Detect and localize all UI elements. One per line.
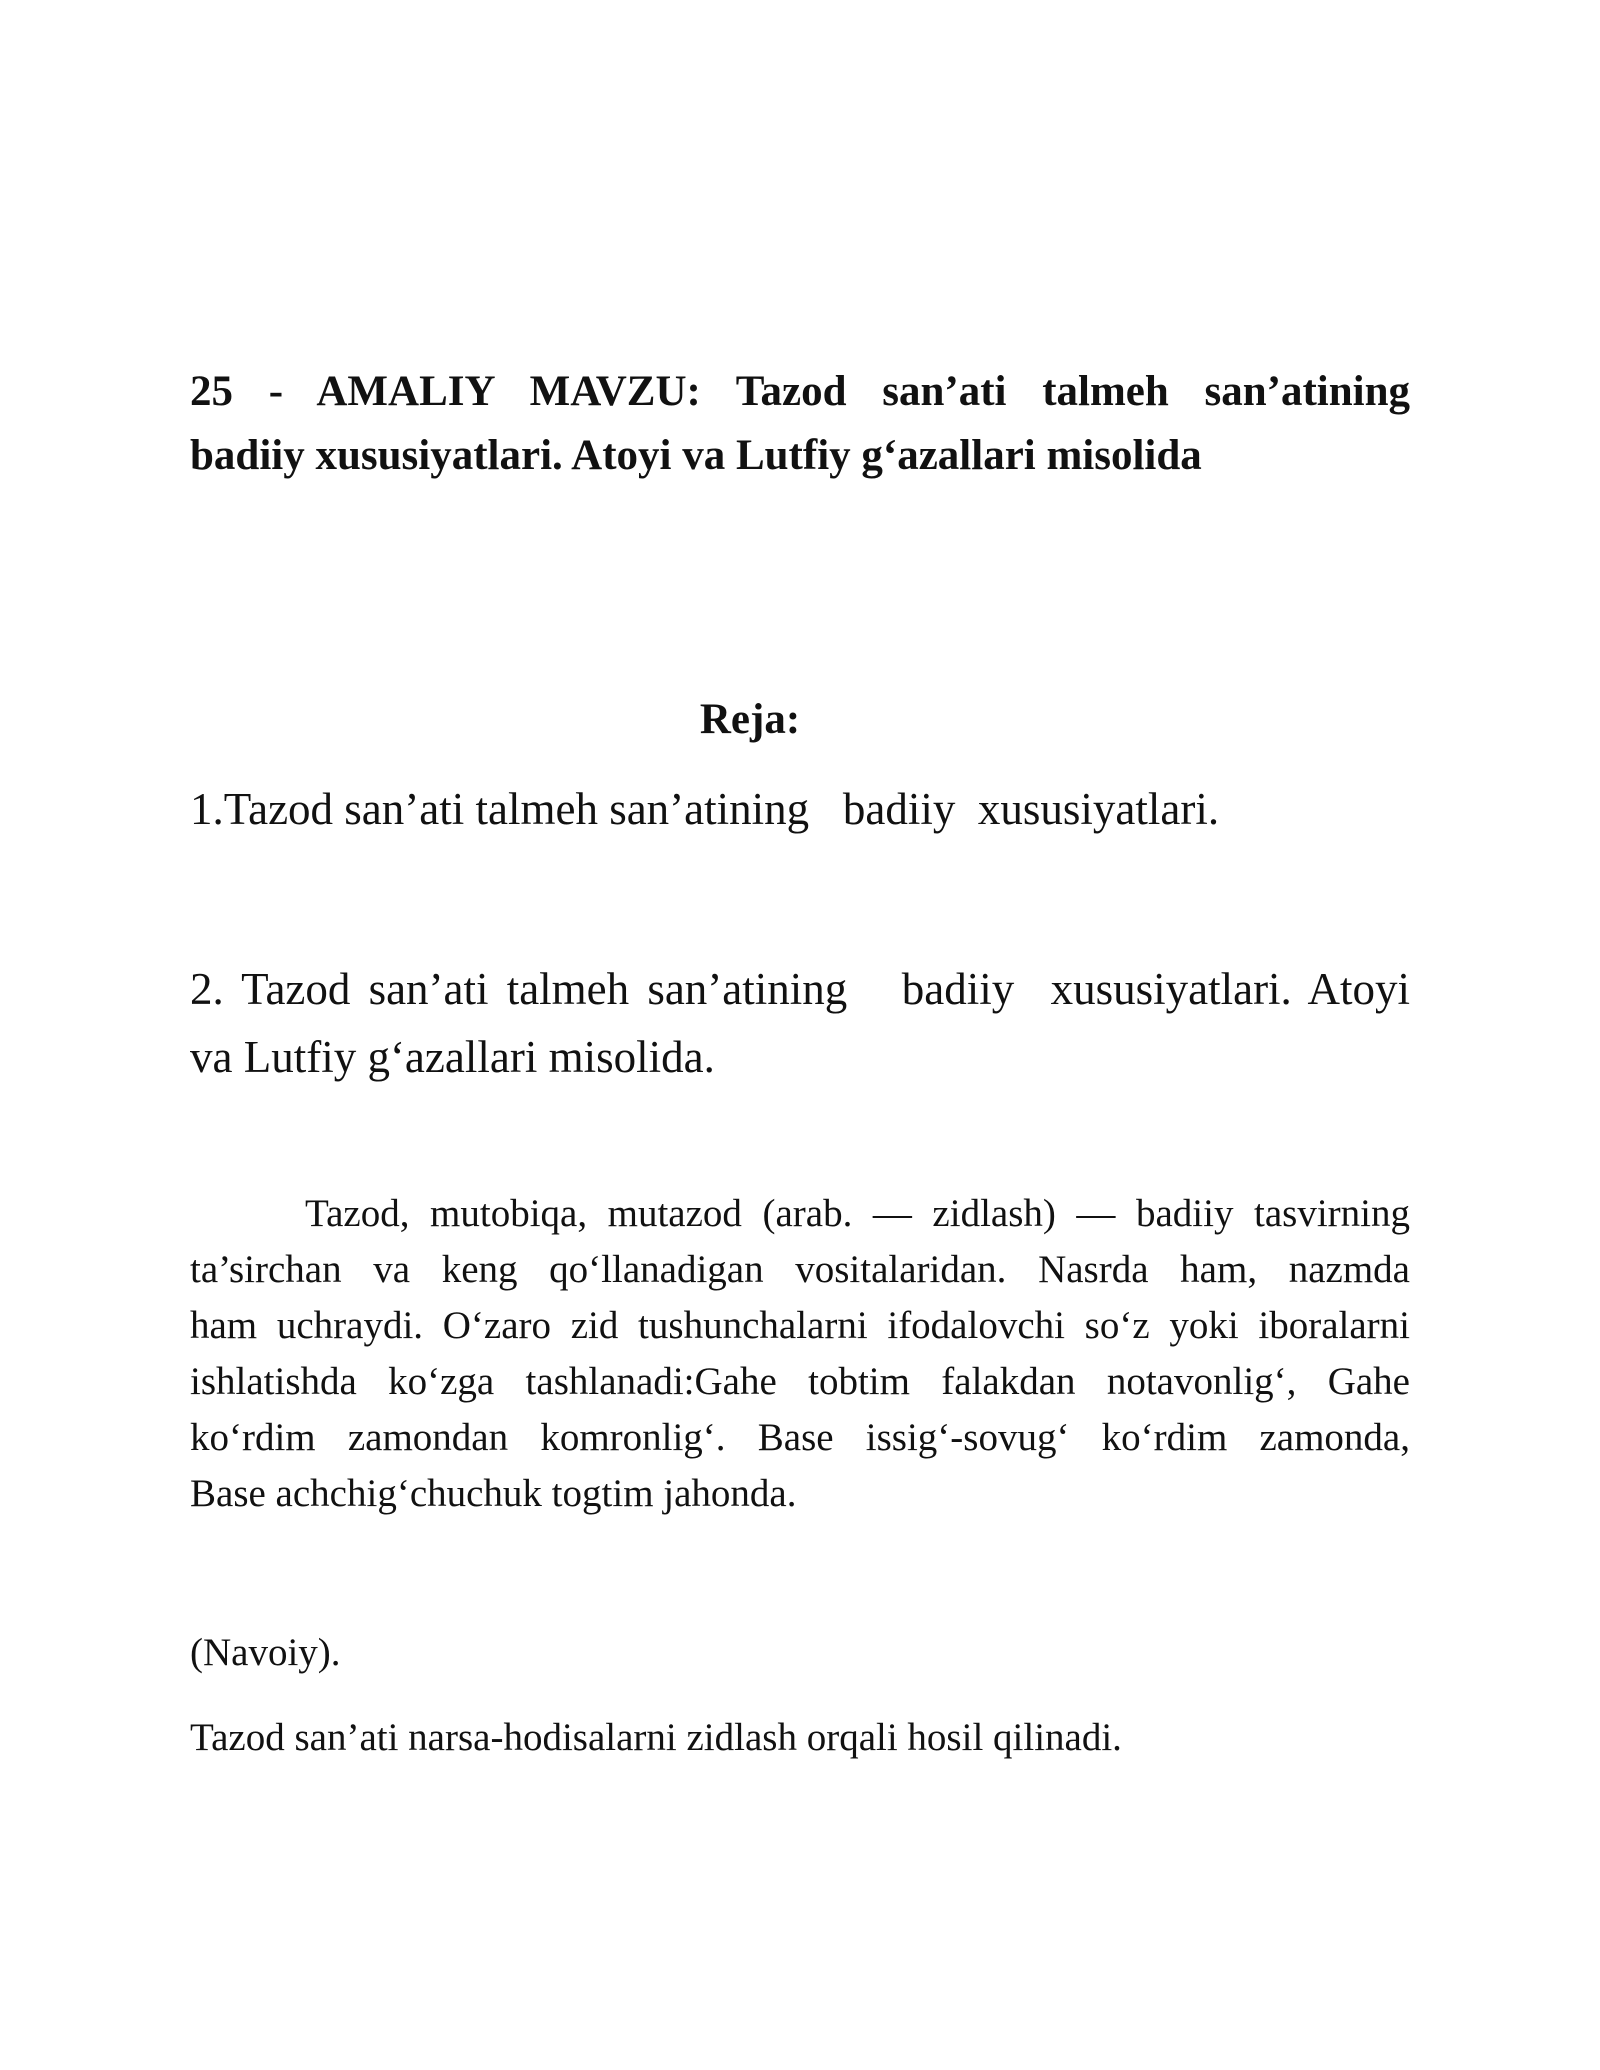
title-line-2: badiiy xususiyatlari. Atoyi va Lutfiy g‘azallari misolida: [190, 432, 1202, 479]
plan-item-1: 1.Tazod san’ati talmeh san’atining badiiy xususiyatlari.: [190, 784, 1220, 834]
plan-heading: Reja:: [699, 696, 801, 743]
plan-item-2-line-1: 2. Tazod san’ati talmeh san’atining badiiy xususiyatlari. Atoyi: [190, 964, 1410, 1014]
title-line-1: 25 - AMALIY MAVZU: Tazod san’ati talmeh san’atining: [190, 368, 1410, 415]
paragraph-line: Base achchig‘chuchuk togtim jahonda.: [190, 1472, 797, 1515]
plan-item-2: [190, 955, 1410, 1091]
attribution: (Navoiy).: [190, 1631, 341, 1674]
paragraph-line: ko‘rdim zamondan komronlig‘. Base issig‘-sovug‘ ko‘rdim zamonda,: [190, 1416, 1410, 1459]
plan-item-2-line-2: va Lutfiy g‘azallari misolida.: [190, 1032, 715, 1082]
paragraph-line: ta’sirchan va keng qo‘llanadigan vositalaridan. Nasrda ham, nazmda: [190, 1248, 1410, 1291]
paragraph-line: Tazod, mutobiqa, mutazod (arab. — zidlash) — badiiy tasvirning: [305, 1192, 1410, 1235]
paragraph-line: ham uchraydi. O‘zaro zid tushunchalarni ifodalovchi so‘z yoki iboralarni: [190, 1304, 1410, 1347]
body-paragraph: [190, 1186, 1410, 1522]
page-title: [190, 360, 1410, 488]
paragraph-line: ishlatishda ko‘zga tashlanadi:Gahe tobtim falakdan notavonlig‘, Gahe: [190, 1360, 1410, 1403]
closing-sentence: Tazod san’ati narsa-hodisalarni zidlash orqali hosil qilinadi.: [190, 1716, 1122, 1759]
